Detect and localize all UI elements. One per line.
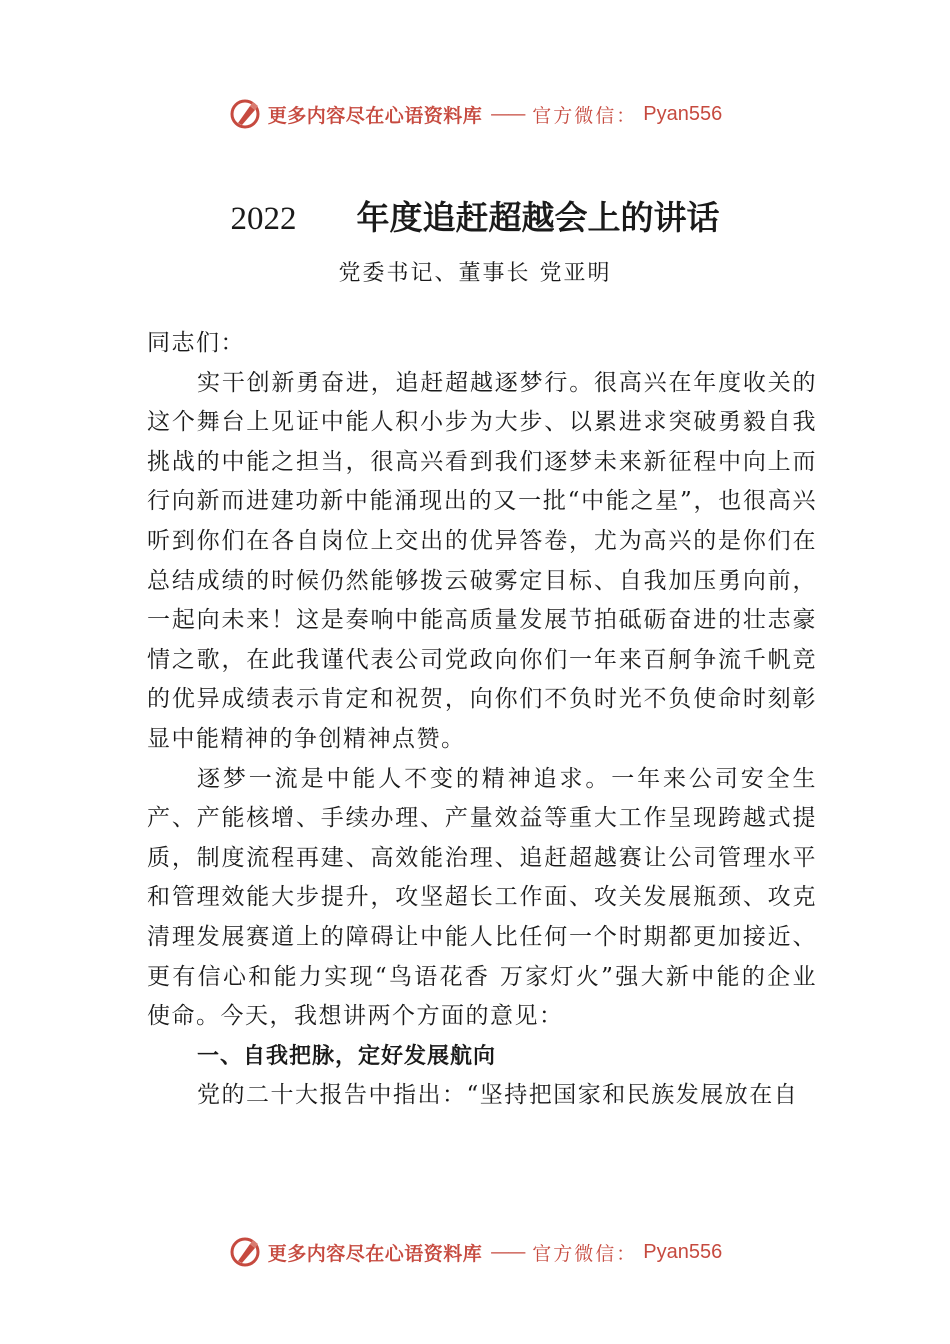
- watermark-main-text: 更多内容尽在心语资料库: [267, 1242, 483, 1265]
- watermark-banner-top: [0, 94, 950, 134]
- title-text: 年度追赶超越会上的讲话: [356, 198, 720, 237]
- paragraph-2: 逐梦一流是中能人不变的精神追求。一年来公司安全生产、产能核增、手续办理、产量效益等重大工作呈现跨越式提质，制度流程再建、高效能治理、追赶超越赛让公司管理水平和管理效能大步提升，攻坚超长工作面、攻关发展瓶颈、攻克清理发展赛道上的障碍让中能人比任何一个时期都更加接近、更有信心和能力实现“鸟语花香 万家灯火”强大新中能的企业使命。今天，我想讲两个方面的意见：: [147, 765, 817, 1030]
- watermark-dash: ——: [490, 1241, 525, 1263]
- author-line: 党委书记、董事长 党亚明: [338, 261, 612, 286]
- paragraph-3: 党的二十大报告中指出：“坚持把国家和民族发展放在自: [197, 1082, 799, 1109]
- title-year: 2022: [230, 201, 297, 237]
- document-title: [0, 192, 950, 239]
- pen-nib-logo-icon: [228, 1235, 262, 1269]
- watermark-banner-bottom: [0, 1232, 950, 1272]
- watermark-wechat-id: Pyan556: [643, 1240, 723, 1263]
- section-heading: 一、自我把脉，定好发展航向: [197, 1043, 497, 1069]
- salutation: 同志们：: [147, 330, 245, 356]
- watermark-wechat-label: 官方微信：: [532, 1242, 638, 1265]
- document-body: [147, 324, 817, 1116]
- paragraph-1: 实干创新勇奋进，追赶超越逐梦行。很高兴在年度收关的这个舞台上见证中能人积小步为大步、以累进求突破勇毅自我挑战的中能之担当，很高兴看到我们逐梦未来新征程中向上而行向新而进建功新中能涌现出的又一批“中能之星”，也很高兴听到你们在各自岗位上交出的优异答卷，尤为高兴的是你们在总结成绩的时候仍然能够拨云破雾定目标、自我加压勇向前，一起向未来！这是奏响中能高质量发展节拍砥砺奋进的壮志豪情之歌，在此我谨代表公司党政向你们一年来百舸争流千帆竞的优异成绩表示肯定和祝贺，向你们不负时光不负使命时刻彰显中能精神的争创精神点赞。: [147, 369, 817, 752]
- watermark-main-text: 更多内容尽在心语资料库: [267, 104, 483, 127]
- watermark-dash: ——: [490, 103, 525, 125]
- watermark-wechat-id: Pyan556: [643, 102, 723, 125]
- watermark-wechat-label: 官方微信：: [532, 104, 638, 127]
- pen-nib-logo-icon: [228, 97, 262, 131]
